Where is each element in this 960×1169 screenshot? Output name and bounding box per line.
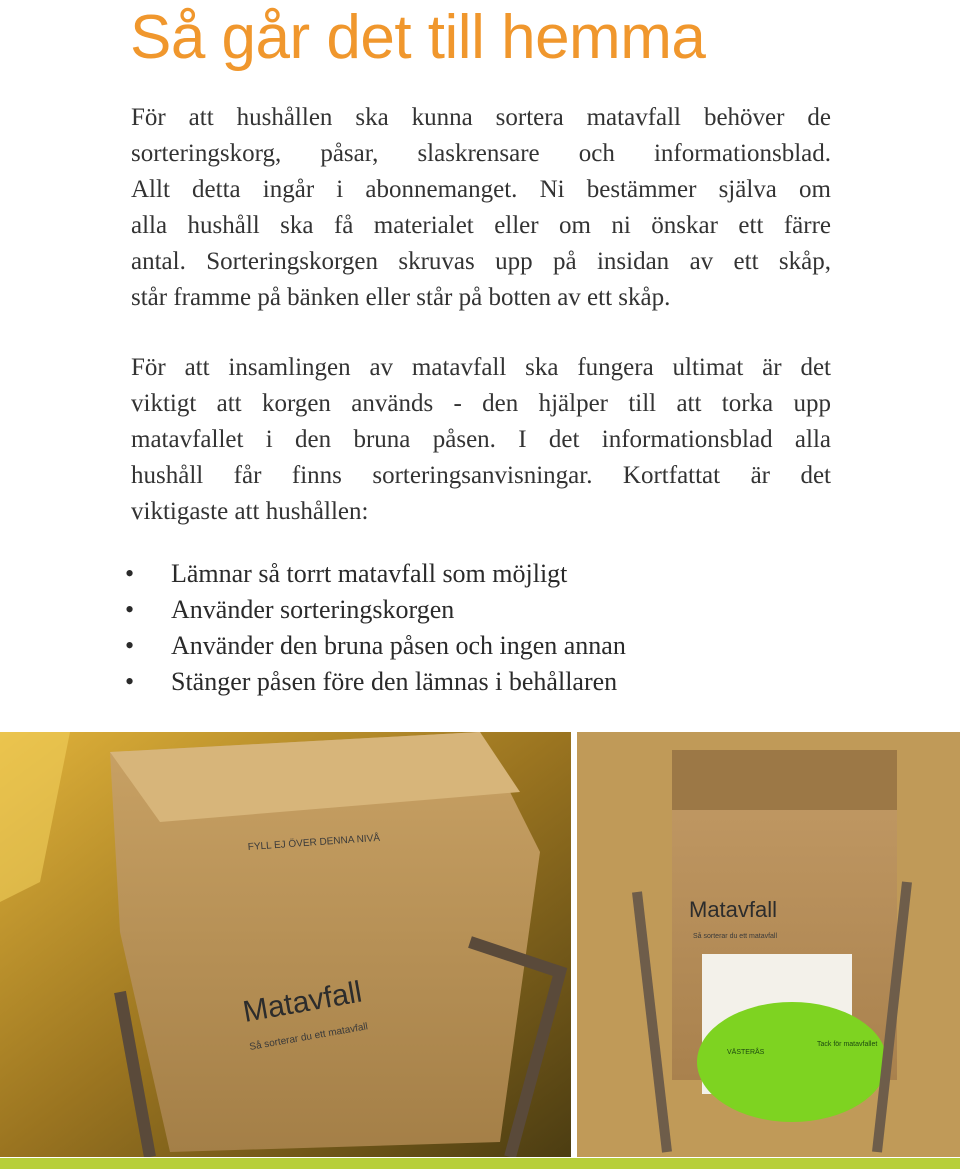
sink-strainer: [697, 1002, 887, 1122]
bag-label: Matavfall: [240, 975, 365, 1029]
intro-paragraph: [131, 100, 831, 316]
paragraph-line: För att insamlingen av matavfall ska fungera ultimat är det: [131, 354, 831, 381]
list-item: [125, 556, 626, 592]
paragraph-line: antal. Sorteringskorgen skruvas upp på insidan av ett skåp,: [131, 248, 831, 275]
bag-label: Matavfall: [689, 897, 778, 922]
bullet-icon: •: [125, 667, 135, 696]
paragraph-line: Allt detta ingår i abonnemanget. Ni bestämmer själva om: [131, 176, 831, 203]
instructions-paragraph: [131, 350, 831, 530]
paragraph-line: alla hushåll ska få materialet eller om ni önskar ett färre: [131, 212, 831, 239]
strainer-text-right: Tack för matavfallet: [817, 1041, 878, 1048]
page-title: Så går det till hemma: [130, 3, 706, 72]
photo-bag-in-basket: [0, 732, 571, 1157]
list-item-text: Använder den bruna påsen och ingen annan: [171, 631, 626, 660]
bullet-icon: •: [125, 595, 135, 624]
paragraph-line: sorteringskorg, påsar, slaskrensare och informationsblad.: [131, 140, 831, 167]
list-item-text: Använder sorteringskorgen: [171, 595, 455, 624]
list-item-text: Lämnar så torrt matavfall som möjligt: [171, 559, 568, 588]
paragraph-line: viktigaste att hushållen:: [131, 498, 369, 525]
bag-small-text: Så sorterar du ett matavfall: [693, 933, 778, 940]
bag-small-text: Så sorterar du ett matavfall: [248, 1021, 369, 1053]
bullet-list: [125, 556, 626, 700]
bag-in-basket-illustration: [0, 732, 571, 1157]
paragraph-line: hushåll får finns sorteringsanvisningar. Kortfattat är det: [131, 462, 831, 489]
paragraph-line: står framme på bänken eller står på botten av ett skåp.: [131, 284, 671, 311]
bullet-icon: •: [125, 559, 135, 588]
bags-and-strainer-illustration: [577, 732, 960, 1157]
paragraph-line: viktigt att korgen används - den hjälper till att torka upp: [131, 390, 831, 417]
list-item-text: Stänger påsen före den lämnas i behållaren: [171, 667, 618, 696]
bag-top-text: FYLL EJ ÖVER DENNA NIVÅ: [247, 832, 381, 853]
paragraph-line: matavfallet i den bruna påsen. I det informationsblad alla: [131, 426, 831, 453]
bullet-icon: •: [125, 631, 135, 660]
bag-folded-top: [672, 750, 897, 810]
list-item: [125, 628, 626, 664]
paragraph-line: För att hushållen ska kunna sortera matavfall behöver de: [131, 104, 831, 131]
accent-bar: [0, 1158, 960, 1169]
photo-bags-and-strainer: [577, 732, 960, 1157]
list-item: [125, 592, 626, 628]
list-item: [125, 664, 626, 700]
strainer-text-left: VÄSTERÅS: [727, 1049, 765, 1056]
